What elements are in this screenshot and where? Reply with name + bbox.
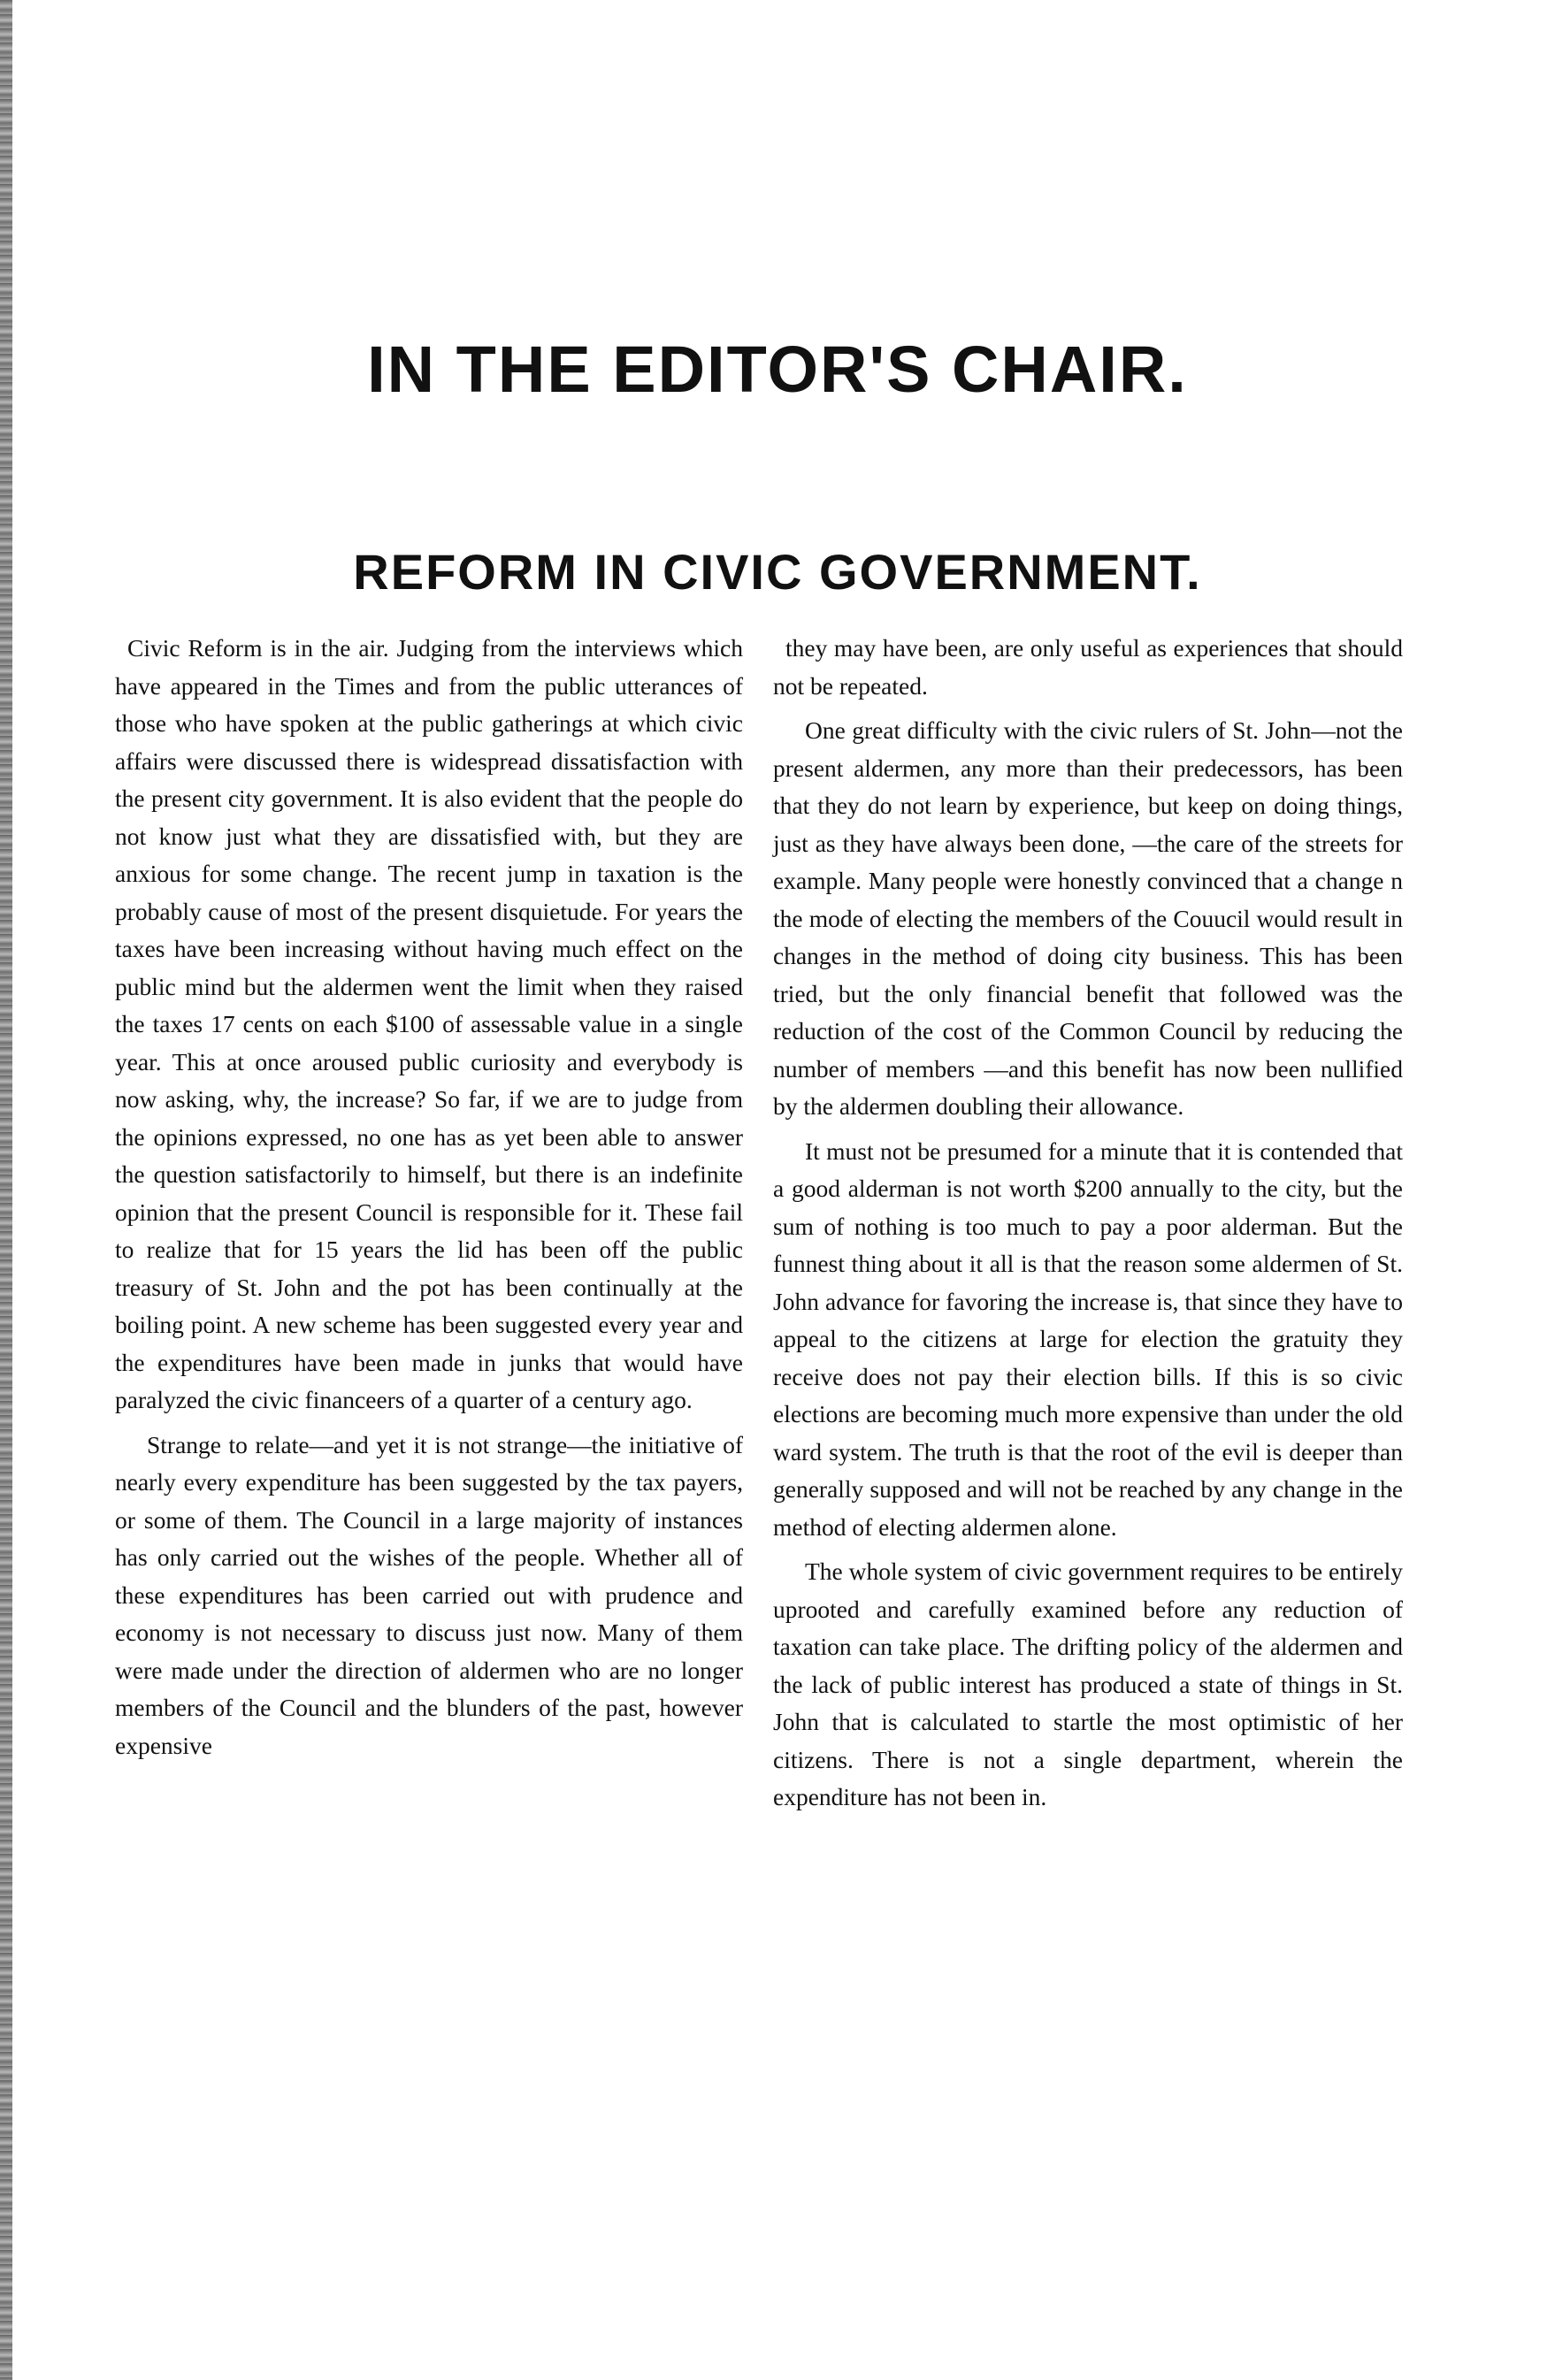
article-column-left (115, 630, 743, 1772)
article-paragraph: they may have been, are only useful as experiences that should not be repeated. (773, 634, 1403, 700)
article-paragraph: One great difficulty with the civic rulers of St. John—not the present aldermen, any more than their predecessors, has been that they do not learn by experience, but keep on doing things, just as they have always been done, —the care of the streets for example. Many people were honestly convinced that a change n the mode of electing the members of the Couucil would result in changes in the method of doing city business. This has been tried, but the only financial benefit that followed was the reduction of the cost of the Common Council by reducing the number of members —and this benefit has now been nullified by the aldermen doubling their allowance. (773, 716, 1403, 1120)
article-paragraph: Strange to relate—and yet it is not strange—the initiative of nearly every expenditure has been suggested by the tax payers, or some of them. The Council in a large majority of instances has only carried out the wishes of the people. Whether all of these expenditures has been carried out with prudence and economy is not necessary to discuss just now. Many of them were made under the direction of aldermen who are no longer members of the Council and the blunders of the past, however expensive (115, 1430, 743, 1759)
article-paragraph: Civic Reform is in the air. Judging from the interviews which have appeared in the Times and from the public utterances of those who have spoken at the public gatherings at which civic affairs were discussed there is widespread dissatisfaction with the present city government. It is also evident that the people do not know just what they are dissatisfied with, but they are anxious for some change. The recent jump in taxation is the probably cause of most of the present disquietude. For years the taxes have been increasing without having much effect on the public mind but the aldermen went the limit when they raised the taxes 17 cents on each $100 of assessable value in a single year. This at once aroused public curiosity and everybody is now asking, why, the increase? So far, if we are to judge from the opinions expressed, no one has as yet been able to answer the question satisfactorily to himself, but there is an indefinite opinion that the present Council is responsible for it. These fail to realize that for 15 years the lid has been off the public treasury of St. John and the pot has been continually at the boiling point. A new scheme has been suggested every year and the expenditures have been made in junks that would have paralyzed the civic financeers of a quarter of a century ago. (115, 634, 743, 1413)
page-title: IN THE EDITOR'S CHAIR. (367, 332, 1188, 406)
article-column-right (773, 630, 1403, 1824)
article-paragraph: The whole system of civic government requires to be entirely uprooted and carefully examined before any reduction of taxation can take place. The drifting policy of the aldermen and the lack of public interest has produced a state of things in St. John that is calculated to startle the most optimistic of her citizens. There is not a single department, wherein the expenditure has not been in. (773, 1557, 1403, 1810)
article-paragraph: It must not be presumed for a minute that it is contended that a good alderman is not worth $200 annually to the city, but the sum of nothing is too much to pay a poor alderman. But the funnest thing about it all is that the reason some aldermen of St. John advance for favoring the increase is, that since they have to appeal to the citizens at large for election the gratuity they receive does not pay their election bills. If this is so civic elections are becoming much more expensive than under the old ward system. The truth is that the root of the evil is deeper than generally supposed and will not be reached by any change in the method of electing aldermen alone. (773, 1136, 1403, 1541)
article-title: REFORM IN CIVIC GOVERNMENT. (353, 544, 1202, 601)
